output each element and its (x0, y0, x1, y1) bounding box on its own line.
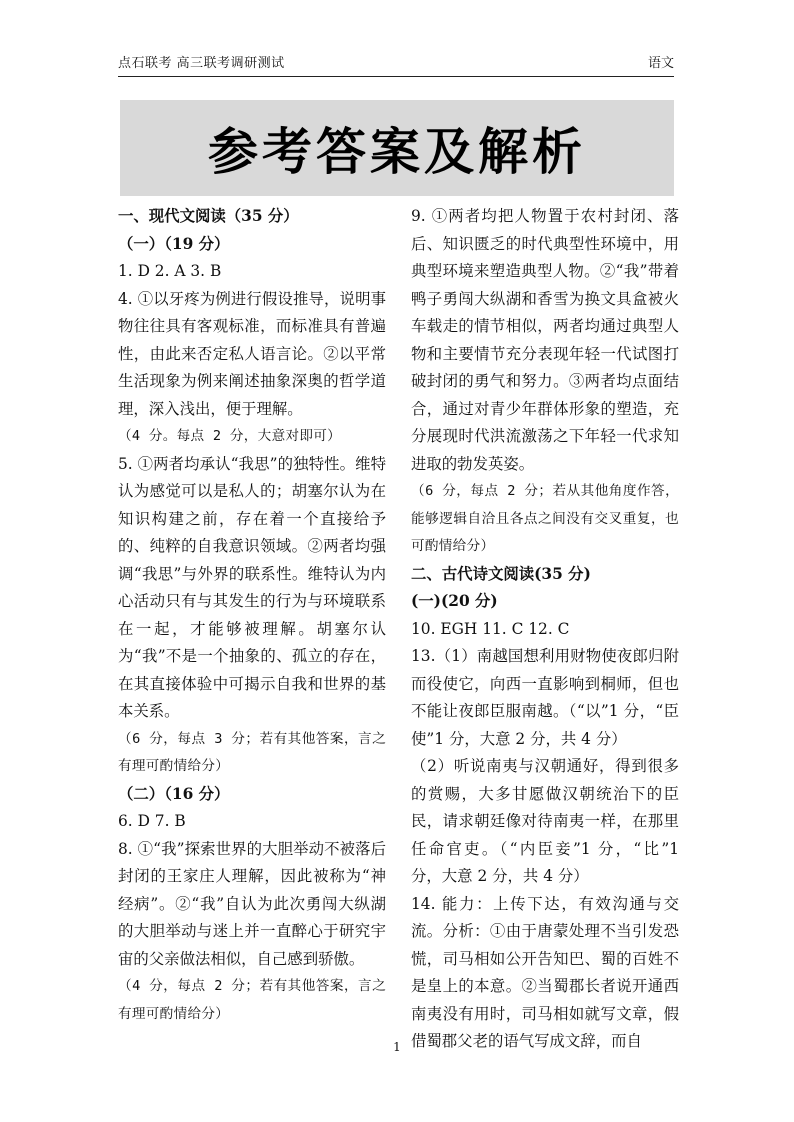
answer-paragraph: 1. D 2. A 3. B (118, 262, 222, 280)
scoring-note: （4 分。每点 2 分，大意对即可） (118, 428, 342, 444)
section-heading: 二、古代诗文阅读(35 分) (411, 564, 591, 583)
header-divider (118, 76, 674, 77)
answer-paragraph: 6. D 7. B (118, 812, 186, 830)
header-exam-name: 点石联考 高三联考调研测试 (118, 56, 285, 71)
scoring-note: （6 分，每点 3 分；若有其他答案，言之有理可酌情给分） (118, 730, 386, 774)
answer-paragraph: 10. EGH 11. C 12. C (411, 619, 570, 638)
answer-paragraph: （2）听说南夷与汉朝通好，得到很多的赏赐，大多甘愿做汉朝统治下的臣民，请求朝廷像对待南夷一样，在那里任命官吏。（“内臣妾”1 分，“比”1 分，大意 2 分，共 4 分） (411, 757, 679, 885)
scoring-note: （6 分，每点 2 分；若从其他角度作答，能够逻辑自洽且各点之间没有交叉重复，也可酌情给分） (411, 483, 679, 554)
answer-paragraph: 5. ①两者均承认“我思”的独特性。维特认为感觉可以是私人的；胡塞尔认为在知识构建之前，存在着一个直接给予的、纯粹的自我意识领域。②两者均强调“我思”与外界的联系性。维特认为内心活动只有与其发生的行为与环境联系在一起，才能够被理解。胡塞尔认为“我”不是一个抽象的、孤立的存在，在其直接体验中可揭示自我和世界的基本关系。 (118, 454, 386, 720)
right-column (411, 203, 679, 1056)
scoring-note: （4 分，每点 2 分；若有其他答案，言之有理可酌情给分） (118, 978, 386, 1022)
page-title: 参考答案及解析 (208, 122, 586, 181)
title-banner (120, 100, 674, 196)
page-number: 1 (393, 1040, 401, 1054)
header-subject: 语文 (647, 56, 674, 71)
section-heading: 一、现代文阅读（35 分） (118, 207, 299, 225)
answer-paragraph: 14. 能力：上传下达，有效沟通与交流。分析：①由于唐蒙处理不当引发恐慌，司马相如公开告知巴、蜀的百姓不是皇上的本意。②当蜀郡长者说开通西南夷没有用时，司马相如就写文章，假借蜀郡父老的语气写成文辞，而自 (411, 894, 679, 1050)
section-heading: (一)(20 分) (411, 592, 498, 610)
answer-paragraph: 4. ①以牙疼为例进行假设推导，说明事物往往具有客观标准，而标准具有普遍性，由此来否定私人语言论。②以平常生活现象为例来阐述抽象深奥的哲学道理，深入浅出，便于理解。 (118, 289, 386, 418)
answer-paragraph: 8. ①“我”探索世界的大胆举动不被落后封闭的王家庄人理解，因此被称为“神经病”。②“我”自认为此次勇闯大纵湖的大胆举动与迷上并一直醉心于研究宇宙的父亲做法相似，自己感到骄傲。 (118, 839, 386, 968)
left-column (118, 203, 386, 1028)
answer-paragraph: 9. ①两者均把人物置于农村封闭、落后、知识匮乏的时代典型性环境中，用典型环境来塑造典型人物。②“我”带着鸭子勇闯大纵湖和香雪为换文具盒被火车载走的情节相似，两者均通过典型人物和主要情节充分表现年轻一代试图打破封闭的勇气和努力。③两者均点面结合，通过对青少年群体形象的塑造，充分展现时代洪流激荡之下年轻一代求知进取的勃发英姿。 (411, 207, 679, 473)
answer-paragraph: 13.（1）南越国想利用财物使夜郎归附而役使它，向西一直影响到桐师，但也不能让夜郎臣服南越。（“以”1 分，“臣使”1 分，大意 2 分，共 4 分） (411, 647, 679, 748)
section-heading: （二）（16 分） (118, 784, 230, 803)
section-heading: （一）（19 分） (118, 234, 230, 253)
